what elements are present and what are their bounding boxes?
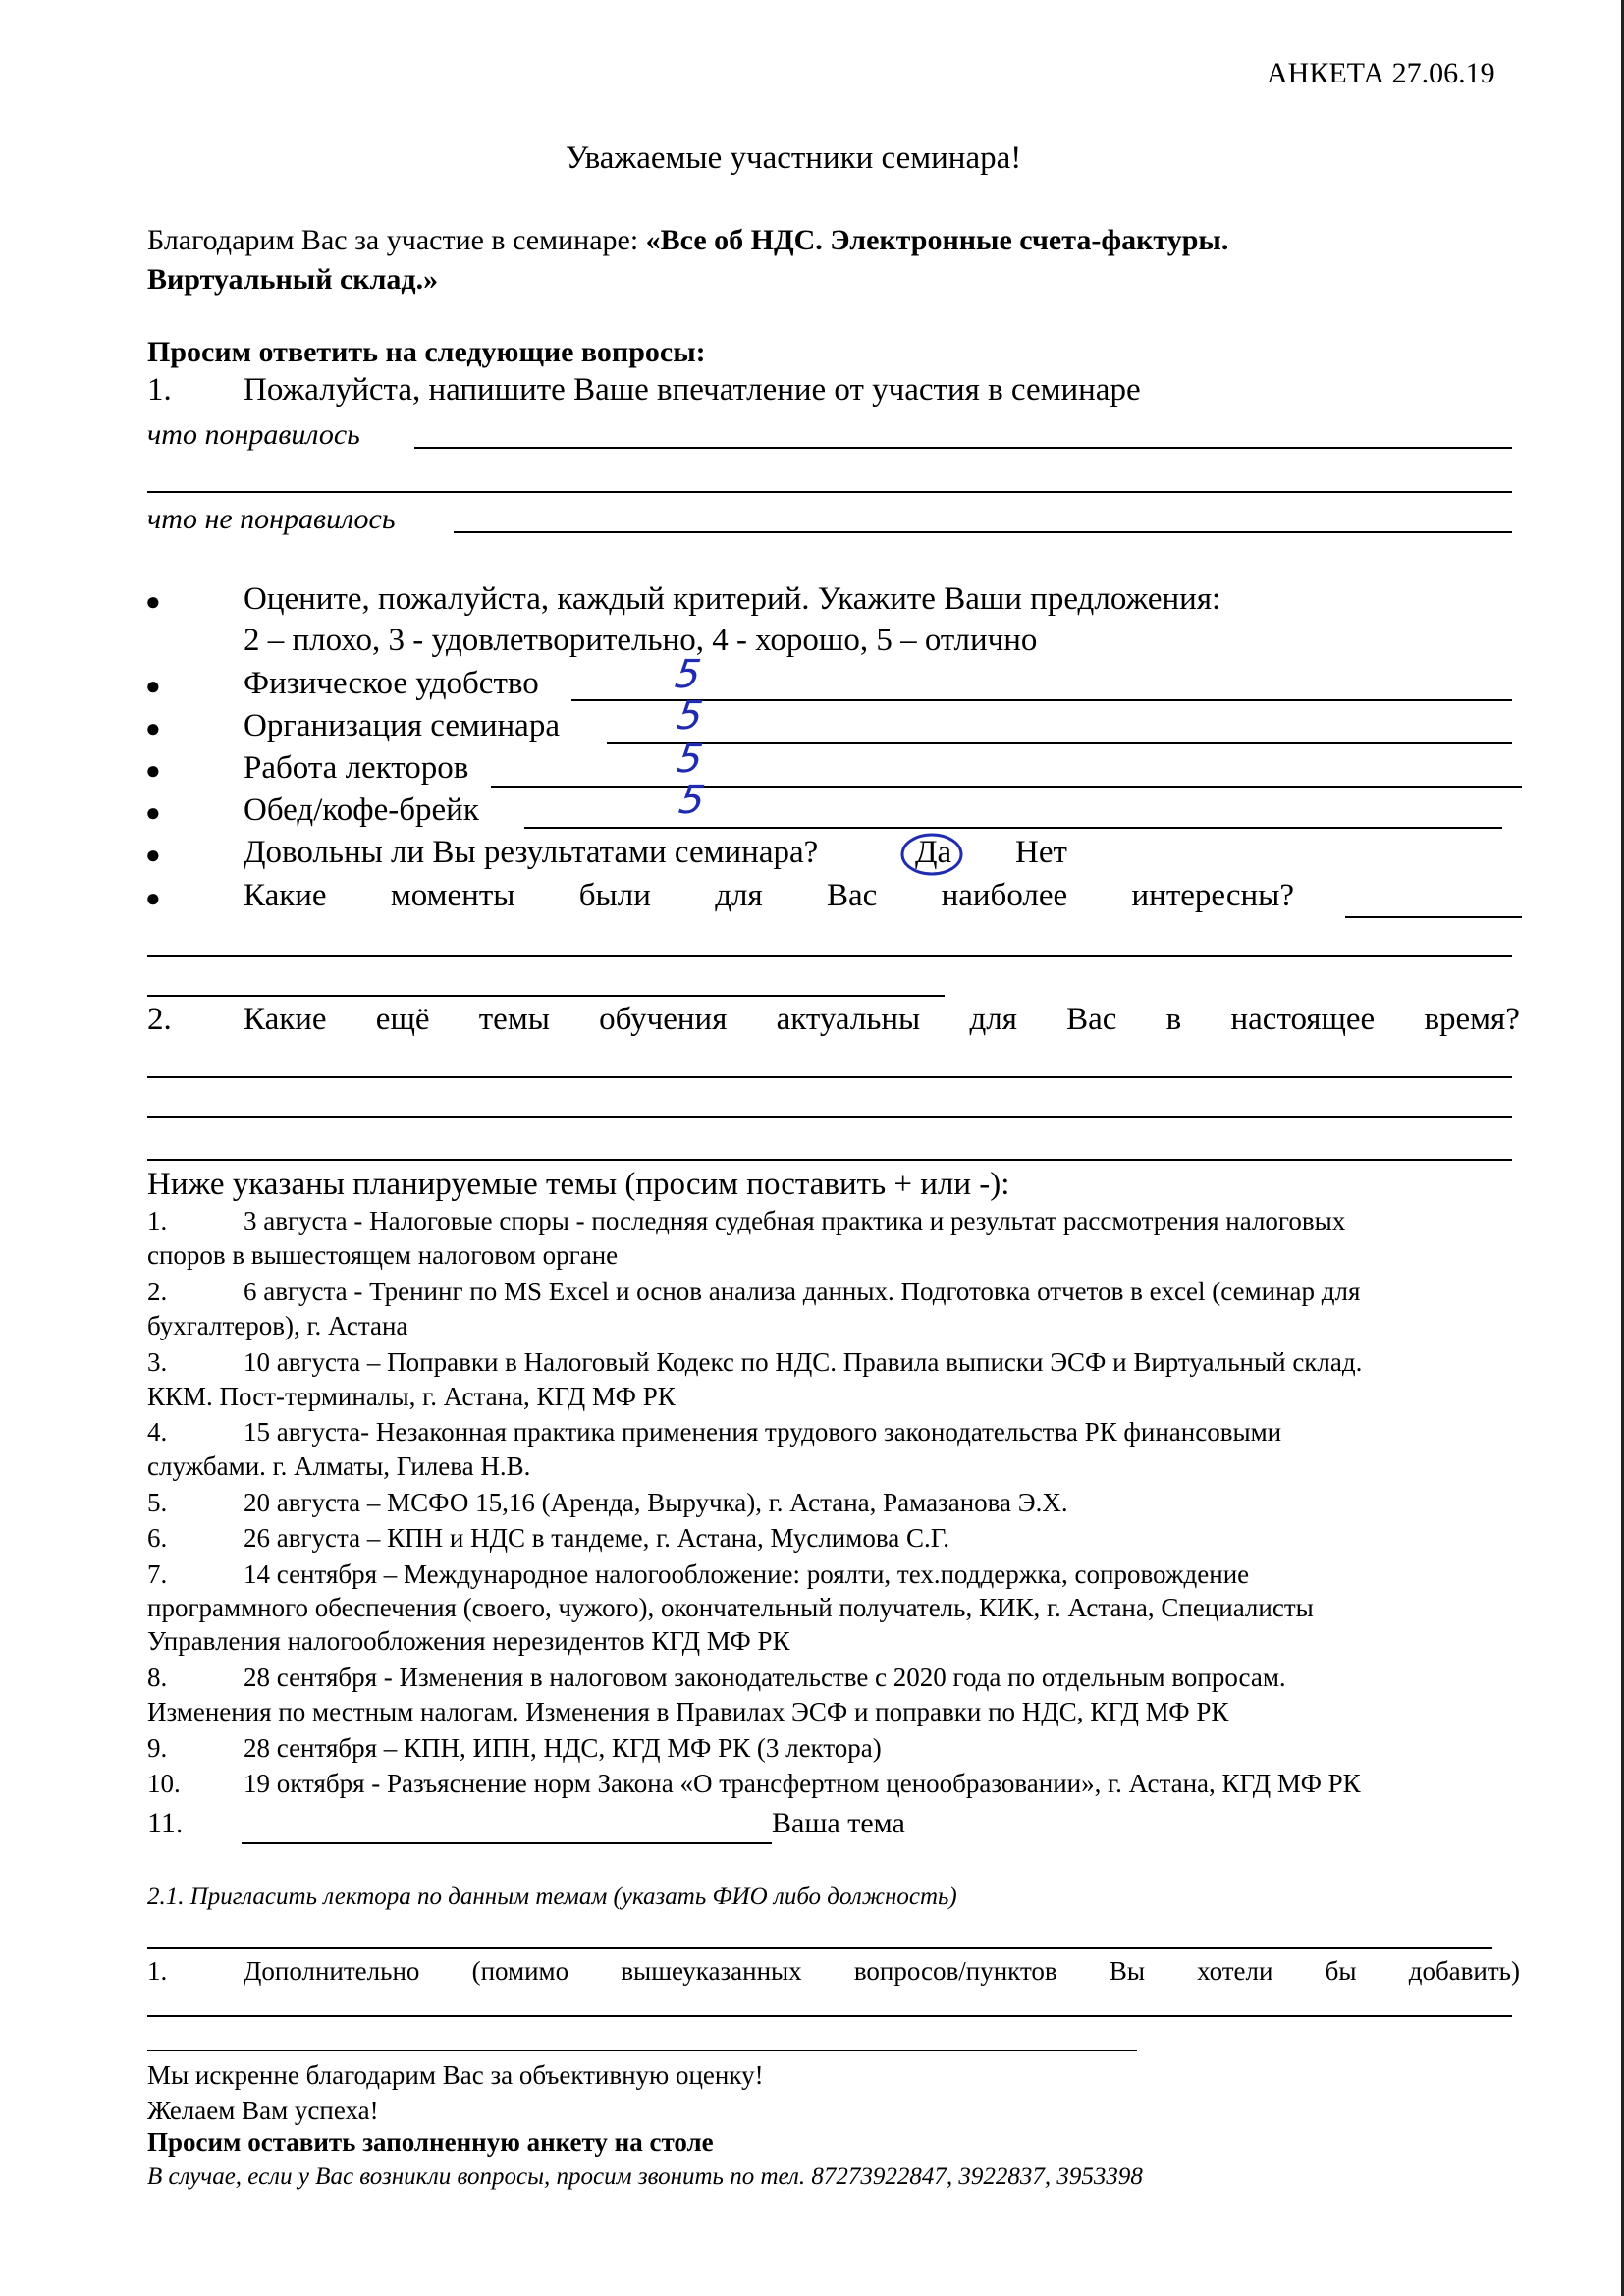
word: ещё [375,1002,430,1037]
topic-text: 19 октября - Разъяснение норм Закона «О трансфертном ценообразовании», г. Астана, КГД МФ РК [244,1769,1361,1798]
topic-text-cont: споров в вышестоящем налоговом органе [147,1240,619,1270]
interesting-question [244,878,1294,914]
topic-text-cont: Управления налогообложения нерезидентов КГД МФ РК [147,1626,790,1656]
own-topic-label: Ваша тема [772,1807,905,1839]
invite-lecturer-line[interactable] [147,1947,1492,1949]
bullet: ● [145,756,161,785]
rating-lecturers-answer: 5 [674,737,706,782]
topic-number: 1. [147,1206,168,1235]
word: вопросов/пунктов [853,1956,1057,1986]
page-title: Уважаемые участники семинара! [566,140,1022,176]
topic-number: 9. [147,1733,168,1763]
topic-number: 7. [147,1559,168,1589]
word: хотели [1197,1956,1273,1986]
word: актуальны [776,1002,921,1037]
ratings-scale: 2 – плохо, 3 - удовлетворительно, 4 - хорошо, 5 – отлично [244,623,1038,658]
word: были [578,878,651,913]
additional-question [244,1956,1520,1987]
word: Вас [826,878,878,913]
satisfied-yes-option[interactable]: Да [915,835,952,870]
rating-physical-comfort-label: Физическое удобство [244,666,539,701]
rating-organization-answer: 5 [674,693,706,738]
seminar-title-line2: Виртуальный склад.» [147,263,439,296]
bullet: ● [145,841,161,869]
word: Какие [244,878,327,913]
liked-answer-line[interactable] [414,447,1512,449]
planned-heading: Ниже указаны планируемые темы (просим поставить + или -): [147,1167,1010,1202]
q2-number: 2. [147,1002,172,1037]
q2-answer-line-2[interactable] [147,1116,1512,1118]
q2-answer-line[interactable] [147,1076,1512,1078]
intro-text [147,224,1228,257]
topic-text-cont: ККМ. Пост-терминалы, г. Астана, КГД МФ РК [147,1382,676,1411]
contact-text: В случае, если у Вас возникли вопросы, просим звонить по тел. 87273922847, 3922837, 3953398 [147,2163,1143,2190]
invite-lecturer: 2.1. Пригласить лектора по данным темам (указать ФИО либо должность) [147,1884,957,1910]
topic-number: 6. [147,1523,168,1553]
ratings-instruction: Оцените, пожалуйста, каждый критерий. Укажите Ваши предложения: [244,581,1221,617]
rating-lecturers-label: Работа лекторов [244,750,469,786]
topic-text-cont: программного обеспечения (своего, чужого), окончательный получатель, КИК, г. Астана, Специалисты [147,1593,1314,1622]
word: настоящее [1230,1002,1376,1037]
q2-question [244,1002,1520,1038]
topic-text: 10 августа – Поправки в Налоговый Кодекс по НДС. Правила выписки ЭСФ и Виртуальный склад. [244,1347,1363,1377]
word: интересны? [1131,878,1294,913]
form-id: АНКЕТА 27.06.19 [1267,57,1495,89]
topic-text: 6 августа - Тренинг по MS Excel и основ анализа данных. Подготовка отчетов в excel (семинар для [244,1277,1361,1306]
word: добавить) [1408,1956,1520,1986]
word: бы [1325,1956,1357,1986]
circled-answer-mark [897,831,966,878]
word: для [969,1002,1017,1037]
bullet: ● [145,798,161,827]
rating-physical-comfort-answer: 5 [672,652,704,697]
rating-lunch-answer: 5 [676,778,708,823]
word: обучения [599,1002,728,1037]
word: вышеуказанных [621,1956,802,1986]
liked-label: что понравилось [147,418,360,451]
topic-number: 10. [147,1769,181,1798]
bullet: ● [145,884,161,912]
bullet: ● [145,714,161,742]
topic-text: 28 сентября – КПН, ИПН, НДС, КГД МФ РК (3 лектора) [244,1733,882,1763]
thanks-text: Мы искренне благодарим Вас за объективную оценку! [147,2060,764,2090]
leave-form-text: Просим оставить заполненную анкету на столе [147,2127,714,2157]
rating-lecturers-line[interactable] [491,786,1522,788]
own-topic-line[interactable] [242,1842,772,1844]
additional-number: 1. [147,1956,168,1986]
word: наиболее [941,878,1068,913]
word: (помимо [471,1956,569,1986]
bullet: ● [145,587,161,616]
q1-number: 1. [147,372,172,408]
word: Вас [1066,1002,1117,1037]
interesting-answer-line-3[interactable] [147,995,945,997]
additional-answer-line-2[interactable] [147,2050,1137,2051]
liked-answer-line-2[interactable] [147,491,1512,493]
word: Дополнительно [244,1956,420,1986]
word: в [1165,1002,1182,1037]
word: Вы [1109,1956,1145,1986]
topic-text: 20 августа – МСФО 15,16 (Аренда, Выручка), г. Астана, Рамазанова Э.Х. [244,1488,1068,1517]
word: для [715,878,763,913]
topic-text: 28 сентября - Изменения в налоговом законодательстве с 2020 года по отдельным вопросам. [244,1663,1286,1692]
additional-answer-line[interactable] [147,2015,1512,2017]
interesting-answer-line-2[interactable] [147,955,1512,957]
own-topic-number: 11. [147,1807,184,1839]
word: темы [478,1002,550,1037]
questions-heading: Просим ответить на следующие вопросы: [147,336,706,368]
topic-text: 26 августа – КПН и НДС в тандеме, г. Астана, Муслимова С.Г. [244,1523,950,1553]
topic-number: 8. [147,1663,168,1692]
topic-number: 5. [147,1488,168,1517]
seminar-title-line1: «Все об НДС. Электронные счета-фактуры. [645,224,1229,256]
disliked-label: что не понравилось [147,503,396,535]
intro-lead: Благодарим Вас за участие в семинаре: [147,224,646,256]
word: моменты [390,878,515,913]
topic-text-cont: бухгалтеров), г. Астана [147,1311,408,1340]
rating-lunch-line[interactable] [524,827,1502,829]
rating-organization-line[interactable] [607,742,1512,744]
q2-answer-line-3[interactable] [147,1159,1512,1161]
word: Какие [244,1002,327,1037]
satisfied-question: Довольны ли Вы результатами семинара? [244,835,819,870]
word: время? [1424,1002,1520,1037]
wish-text: Желаем Вам успеха! [147,2096,379,2125]
topic-text: 14 сентября – Международное налогообложение: роялти, тех.поддержка, сопровождение [244,1559,1250,1589]
satisfied-no-option[interactable]: Нет [1015,835,1067,870]
topic-text-cont: Изменения по местным налогам. Изменения в Правилах ЭСФ и поправки по НДС, КГД МФ РК [147,1697,1229,1726]
bullet: ● [145,672,161,700]
rating-lunch-label: Обед/кофе-брейк [244,793,479,828]
interesting-answer-line[interactable] [1345,916,1522,918]
topic-number: 4. [147,1417,168,1447]
topic-text-cont: службами. г. Алматы, Гилева Н.В. [147,1451,531,1481]
topic-text: 3 августа - Налоговые споры - последняя судебная практика и результат рассмотрения налоговых [244,1206,1346,1235]
rating-organization-label: Организация семинара [244,708,560,743]
q1-text: Пожалуйста, напишите Ваше впечатление от участия в семинаре [244,372,1141,408]
topic-number: 2. [147,1277,168,1306]
topic-text: 15 августа- Незаконная практика применения трудового законодательства РК финансовыми [244,1417,1282,1447]
disliked-answer-line[interactable] [454,531,1512,533]
rating-physical-comfort-line[interactable] [571,699,1512,701]
topic-number: 3. [147,1347,168,1377]
